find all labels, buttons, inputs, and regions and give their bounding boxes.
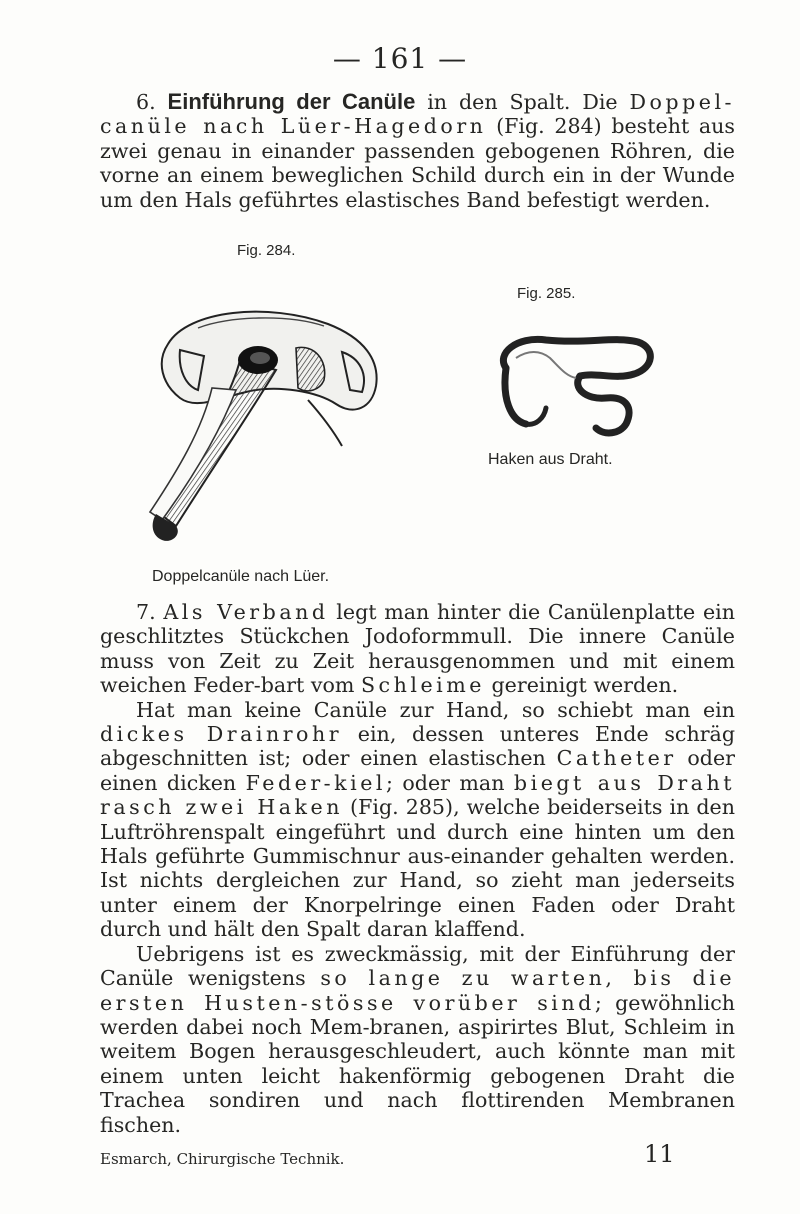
paragraph-2-spaced-1: dickes Drainrohr bbox=[100, 722, 343, 747]
section-7-number: 7. bbox=[136, 600, 156, 624]
section-7-text-2: gereinigt werden. bbox=[491, 673, 679, 698]
section-7-spaced-1: Als Verband bbox=[163, 600, 329, 624]
paragraph-2-text-4: ; oder man bbox=[385, 770, 505, 795]
paragraph-2-text-2: ein, dessen unteres Ende schräg abgeschnitten ist; oder einen elastischen bbox=[100, 722, 736, 771]
section-6-heading: Einführung der Canüle bbox=[167, 89, 416, 114]
fig-285-label: Fig. 285. bbox=[517, 285, 576, 302]
paragraph-2-spaced-4: biegt aus Draht rasch zwei Haken bbox=[100, 770, 735, 820]
section-6-text-2: (Fig. 284) besteht aus zwei genau in einander passenden gebogenen Röhren, die vorne an einem beweglichen Schild durch ein in der Wunde um den Hals geführtes elastisches Band befestigt werden. bbox=[100, 114, 735, 212]
section-6-number: 6. bbox=[136, 90, 156, 114]
wire-hook-illustration bbox=[476, 328, 664, 440]
paragraph-2-text-3: oder einen dicken bbox=[100, 746, 736, 795]
section-7-text-1: legt man hinter die Canülenplatte ein geschlitztes Stückchen Jodoformmull. Die innere Canüle muss von Zeit zu Zeit herausgenommen und mit einem weichen Feder-bart vom bbox=[100, 600, 736, 698]
paragraph-2-spaced-2: Catheter bbox=[556, 746, 677, 771]
page-number: — 161 — bbox=[332, 42, 468, 75]
paragraph-2-text-1: Hat man keine Canüle zur Hand, so schiebt man ein bbox=[136, 697, 735, 722]
section-6-spaced-1: Doppel-canüle nach Lüer-Hagedorn bbox=[100, 90, 736, 139]
paragraph-2-spaced-3: Feder-kiel bbox=[245, 770, 386, 795]
section-6-text-1: in den Spalt. Die bbox=[427, 90, 618, 114]
paragraph-3-text-2: ; gewöhnlich werden dabei noch Mem-branen, aspirirtes Blut, Schleim in weitem Bogen herausgeschleudert, auch könnte man mit einem unten leicht hakenförmig gebogenen Draht die Trachea sondiren und nach flottirenden Membranen fischen. bbox=[100, 990, 735, 1137]
section-7-spaced-2: Schleime bbox=[360, 673, 485, 698]
footer-author: Esmarch, Chirurgische Technik. bbox=[100, 1150, 345, 1168]
footer-signature: 11 bbox=[644, 1140, 675, 1168]
fig-284-caption: Doppelcanüle nach Lüer. bbox=[152, 568, 330, 585]
fig-285-caption: Haken aus Draht. bbox=[488, 451, 613, 468]
section-7 bbox=[100, 600, 735, 1137]
fig-284-label: Fig. 284. bbox=[237, 242, 296, 259]
paragraph-3-spaced-1: so lange zu warten, bis die ersten Husten-stösse vorüber sind bbox=[100, 966, 736, 1015]
section-6 bbox=[100, 90, 735, 212]
paragraph-3-text-1: Uebrigens ist es zweckmässig, mit der Einführung der Canüle wenigstens bbox=[100, 941, 735, 991]
paragraph-2-text-5: (Fig. 285), welche beiderseits in den Luftröhrenspalt eingeführt und durch eine hinten um den Hals geführte Gummischnur aus-einander gehalten werden. Ist nichts dergleichen zur Hand, so zieht man jederseits unter einem der Knorpelringe einen Faden oder Draht durch und hält den Spalt daran klaffend. bbox=[100, 795, 736, 942]
double-cannula-illustration bbox=[128, 300, 388, 548]
